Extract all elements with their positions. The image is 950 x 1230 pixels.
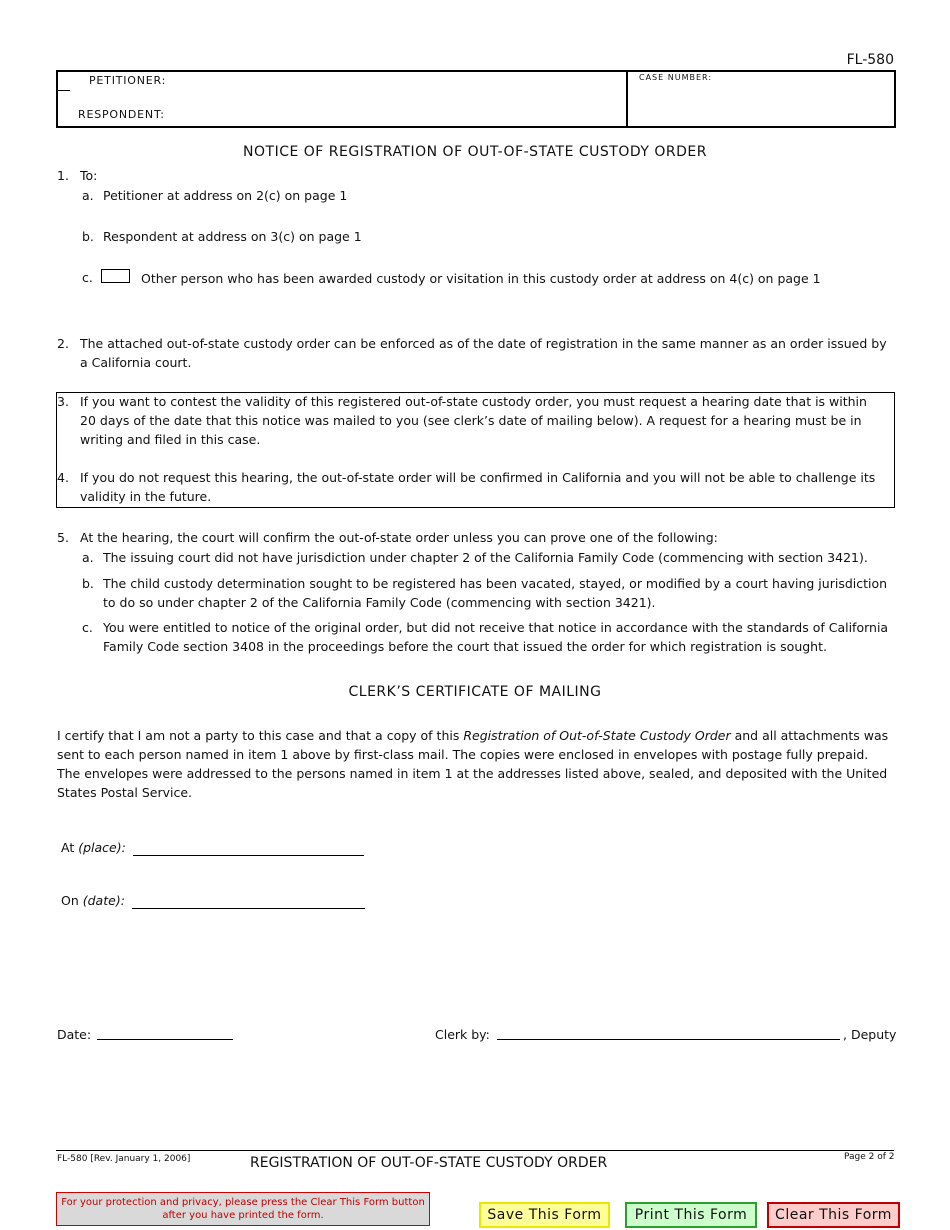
page-number: Page 2 of 2 xyxy=(844,1152,895,1162)
item1a-label: a. xyxy=(82,188,94,203)
item1-text: To: xyxy=(80,168,98,183)
privacy-notice: For your protection and privacy, please press the Clear This Form button after you have printed the form. xyxy=(56,1192,430,1226)
petitioner-label: PETITIONER: xyxy=(89,74,167,87)
item5c-text: You were entitled to notice of the original order, but did not receive that notice in accordance with the standards of California Family Code section 3408 in the proceedings before the court that issued the order for which registration is sought. xyxy=(103,620,889,654)
case-number-label: CASE NUMBER: xyxy=(639,73,713,82)
mailing-date-field[interactable] xyxy=(132,908,365,909)
deputy-label: , Deputy xyxy=(843,1027,897,1042)
date-field[interactable] xyxy=(97,1039,233,1040)
clerk-field[interactable] xyxy=(497,1039,840,1040)
item5a-text: The issuing court did not have jurisdiction under chapter 2 of the California Family Code (commencing with section 3421). xyxy=(103,550,868,565)
caption-tick xyxy=(56,90,70,91)
item5c-label: c. xyxy=(82,620,93,635)
revision-date: FL-580 [Rev. January 1, 2006] xyxy=(57,1154,191,1164)
footer-title: REGISTRATION OF OUT-OF-STATE CUSTODY ORDER xyxy=(250,1155,608,1171)
certificate-text xyxy=(57,726,895,802)
item1b-label: b. xyxy=(82,229,94,244)
item5-text: At the hearing, the court will confirm the out-of-state order unless you can prove one of the following: xyxy=(80,530,718,545)
item1b-text: Respondent at address on 3(c) on page 1 xyxy=(103,229,362,244)
item1c-checkbox[interactable] xyxy=(101,269,130,283)
caption-divider xyxy=(626,70,628,128)
at-place-label: At (place): xyxy=(61,840,126,855)
caption-box xyxy=(56,70,896,128)
form-number: FL-580 xyxy=(846,52,894,68)
item1c-label: c. xyxy=(82,270,93,285)
certificate-title: CLERK’S CERTIFICATE OF MAILING xyxy=(348,684,602,700)
item4-text: If you do not request this hearing, the out-of-state order will be confirmed in California and you will not be able to challenge its validity in the future. xyxy=(80,470,876,504)
certificate-text-start: I certify that I am not a party to this case and that a copy of this xyxy=(57,728,464,743)
print-form-button[interactable]: Print This Form xyxy=(625,1202,757,1228)
place-field[interactable] xyxy=(133,855,364,856)
notice-title: NOTICE OF REGISTRATION OF OUT-OF-STATE CUSTODY ORDER xyxy=(243,144,707,160)
certificate-text-end: and all attachments was sent to each person named in item 1 above by first-class mail. The copies were enclosed in envelopes with postage fully prepaid. The envelopes were addressed to the persons named in item 1 at the addresses listed above, sealed, and deposited with the United States Postal Service. xyxy=(57,728,889,800)
save-form-button[interactable]: Save This Form xyxy=(479,1202,610,1228)
date-label: Date: xyxy=(57,1027,92,1042)
item1a-text: Petitioner at address on 2(c) on page 1 xyxy=(103,188,348,203)
item5a-label: a. xyxy=(82,550,94,565)
item5b-label: b. xyxy=(82,576,94,591)
certificate-form-title: Registration of Out-of-State Custody Order xyxy=(463,728,731,743)
item3-number: 3. xyxy=(57,394,69,409)
item1-number: 1. xyxy=(57,168,69,183)
on-date-label: On (date): xyxy=(61,893,125,908)
footer-rule xyxy=(56,1150,894,1151)
item1c-text: Other person who has been awarded custody or visitation in this custody order at address on 4(c) on page 1 xyxy=(141,271,821,286)
clear-form-button[interactable]: Clear This Form xyxy=(767,1202,900,1228)
clerk-label: Clerk by: xyxy=(435,1027,490,1042)
item2-number: 2. xyxy=(57,336,69,351)
item4-number: 4. xyxy=(57,470,69,485)
item5b-text: The child custody determination sought to be registered has been vacated, stayed, or modified by a court having jurisdiction to do so under chapter 2 of the California Family Code (commencing with section 3421). xyxy=(103,576,888,610)
item3-text: If you want to contest the validity of this registered out-of-state custody order, you must request a hearing date that is within 20 days of the date that this notice was mailed to you (see clerk’s date of mailing below). A request for a hearing must be in writing and filed in this case. xyxy=(80,394,867,447)
item2-text: The attached out-of-state custody order can be enforced as of the date of registration in the same manner as an order issued by a California court. xyxy=(80,336,887,370)
item5-number: 5. xyxy=(57,530,69,545)
respondent-label: RESPONDENT: xyxy=(78,108,165,121)
